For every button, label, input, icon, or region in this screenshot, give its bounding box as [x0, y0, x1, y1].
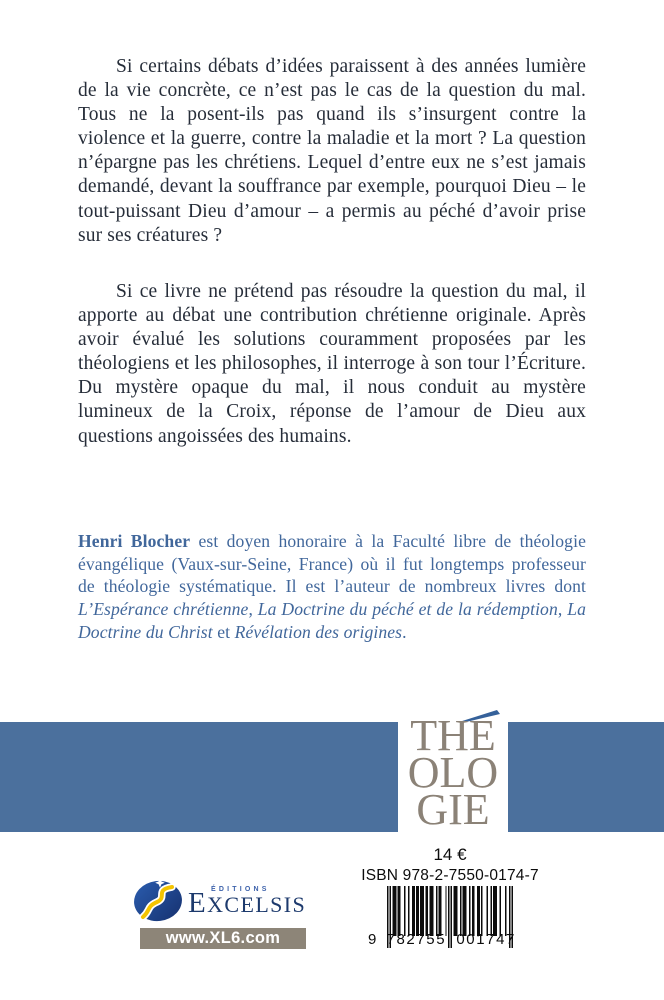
barcode-digits [368, 931, 516, 948]
price-label: 14 € [433, 845, 467, 864]
synopsis-paragraph-1: Si certains débats d’idées paraissent à des années lumière de la vie concrète, ce n’est pas le cas de la question du mal. Tous ne la posent-ils pas quand ils s’insurgent contre la violence et la guerre, contre la maladie et la mort ? La question n’épargne pas les chrétiens. Lequel d’entre eux ne s’est jamais demandé, devant la souffrance par exemple, pourquoi Dieu – le tout-puissant Dieu d’amour – a permis au péché d’avoir prise sur ses créatures ? [78, 56, 586, 246]
excelsis-globe-icon [133, 878, 183, 922]
book-title: L’Espérance chrétienne [78, 599, 249, 620]
author-bio: Henri Blocher est doyen honoraire à la Faculté libre de théologie évangélique (Vaux-sur-Seine, France) où il fut longtemps professeur de théologie systématique. Il est l’auteur de nombreux livres dont L’Espérance chrétienne, La Doctrine du péché et de la rédemption, La Doctrine du Christ et Révélation des origines. [78, 531, 586, 642]
collection-line: THE [410, 711, 496, 760]
ean-first-digit: 9 [368, 931, 377, 948]
collection-title [398, 711, 508, 834]
publisher-wordmark [188, 882, 318, 918]
book-title: La Doctrine du Christ [78, 599, 586, 642]
ean-right-group: 001747 [456, 931, 516, 948]
book-title: Révélation des origines [234, 621, 403, 642]
isbn-label: ISBN 978-2-7550-0174-7 [361, 867, 539, 884]
author-name: Henri Blocher [78, 531, 191, 551]
synopsis-paragraph-2: Si ce livre ne prétend pas résoudre la question du mal, il apporte au débat une contribution chrétienne originale. Après avoir évalué les solutions couramment proposées par les théologiens et les philosophes, il interroge à son tour l’Écriture. Du mystère opaque du mal, il nous conduit au mystère lumineux de la Croix, réponse de l’amour de Dieu aux questions angoissées des humains. [78, 281, 586, 447]
website-banner [140, 928, 306, 949]
collection-line: OLO [407, 748, 499, 797]
editions-label: ÉDITIONS [211, 886, 270, 893]
website-url: www.XL6.com [165, 929, 281, 947]
ean-left-group: 782755 [386, 931, 447, 948]
collection-label-box [398, 709, 508, 832]
book-title: La Doctrine du péché et de la rédemption [257, 599, 558, 620]
collection-band [0, 711, 664, 834]
bio-text: est doyen honoraire à la Faculté libre de théologie évangélique (Vaux-sur-Seine, France) où il fut longtemps professeur de théologie systématique. Il est l’auteur de nombreux livres dont [78, 531, 586, 597]
collection-line: GIE [416, 785, 490, 834]
publisher-name: EXCELSIS [188, 887, 307, 919]
